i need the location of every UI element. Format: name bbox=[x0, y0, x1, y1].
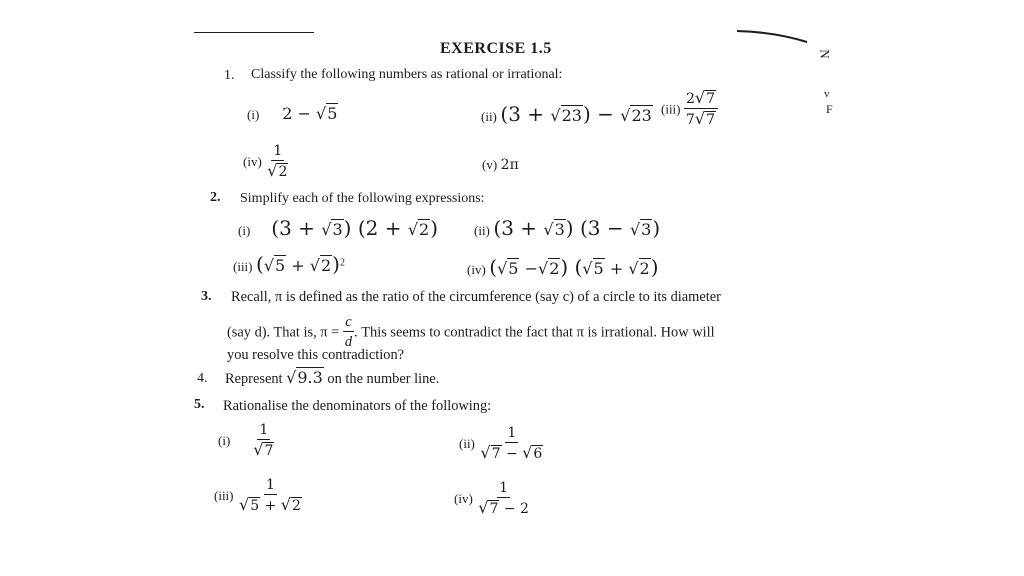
q1-ii-close: ) − bbox=[582, 102, 621, 126]
q5-ii-den-radical-1: √7 bbox=[480, 443, 501, 462]
q2-iii-part-2: + bbox=[286, 256, 310, 275]
q2-iii-exponent: 2 bbox=[339, 257, 345, 269]
q2-iv-part-2: − bbox=[519, 259, 538, 278]
margin-mark-v: v bbox=[824, 88, 830, 100]
q3-line-2a: (say d). That is, π = bbox=[227, 324, 343, 341]
q2-i-part-1: (3 + bbox=[271, 216, 322, 240]
q5-i-den-radical: √7 bbox=[253, 440, 274, 459]
q5-ii-den-op: − bbox=[501, 446, 523, 462]
q2-ii-radical-1: √3 bbox=[543, 220, 565, 239]
q1-number: 1. bbox=[224, 68, 235, 83]
q2-ii-label: (ii) bbox=[474, 223, 490, 238]
q4-number: 4. bbox=[197, 371, 208, 386]
q1-iv-num: 1 bbox=[273, 143, 283, 159]
q5-number: 5. bbox=[194, 397, 205, 412]
q5-ii-den-radical-2: √6 bbox=[522, 443, 543, 462]
q5-iii-label: (iii) bbox=[214, 488, 234, 503]
q2-ii-part-2: ) (3 − bbox=[565, 216, 630, 240]
q1-v bbox=[482, 157, 519, 174]
q5-iii-den-radical-1: √5 bbox=[239, 495, 260, 514]
q1-v-expr: 2π bbox=[500, 157, 519, 173]
q3-fraction bbox=[343, 314, 354, 351]
q1-iii-den-radical: √7 bbox=[694, 109, 716, 128]
q2-iii-part-1: ( bbox=[256, 252, 264, 276]
q1-iv bbox=[243, 143, 290, 181]
q5-iv-fraction bbox=[476, 480, 531, 518]
q5-iv bbox=[454, 480, 531, 518]
q5-ii-num: 1 bbox=[507, 425, 517, 441]
q5-ii-label: (ii) bbox=[459, 436, 475, 451]
q5-i-num: 1 bbox=[259, 422, 269, 438]
q1-ii-label: (ii) bbox=[481, 109, 497, 124]
q3-number: 3. bbox=[201, 289, 212, 304]
q2-iv-part-4: + bbox=[604, 259, 629, 278]
q2-iv-radical-3: √5 bbox=[582, 259, 604, 278]
q5-text: Rationalise the denominators of the following: bbox=[223, 398, 492, 414]
margin-mark-f: F bbox=[826, 102, 833, 116]
q1-iv-label: (iv) bbox=[243, 154, 262, 169]
q1-iii-den-coef: 7 bbox=[686, 112, 695, 128]
q2-iv-part-1: ( bbox=[489, 255, 498, 279]
q2-i-part-3: ) bbox=[430, 216, 439, 240]
q5-iii-fraction bbox=[237, 477, 304, 515]
q1-iii-num-radical: √7 bbox=[694, 88, 716, 107]
q4-post: on the number line. bbox=[323, 371, 440, 387]
q1-ii bbox=[481, 104, 653, 126]
q5-ii-fraction bbox=[478, 425, 545, 463]
q1-v-label: (v) bbox=[482, 157, 498, 172]
q1-iii bbox=[661, 90, 718, 129]
exercise-title: EXERCISE 1.5 bbox=[440, 40, 552, 57]
margin-mark-top: N bbox=[817, 49, 833, 59]
q2-iv-radical-4: √2 bbox=[628, 259, 650, 278]
q2-ii-part-3: ) bbox=[652, 216, 661, 240]
q2-ii-radical-2: √3 bbox=[629, 220, 652, 239]
q2-iii-radical-2: √2 bbox=[309, 256, 332, 275]
q5-iii-den-op: + bbox=[260, 498, 281, 514]
q1-ii-open: (3 + bbox=[500, 102, 551, 126]
q4-radical: √9.3 bbox=[286, 368, 323, 387]
top-rule bbox=[194, 32, 314, 33]
q2-i-radical-2: √2 bbox=[407, 220, 430, 239]
q1-ii-radical-2: √23 bbox=[620, 106, 652, 125]
q1-i-lead: 2 − bbox=[282, 104, 317, 123]
q3-frac-num: c bbox=[345, 314, 352, 330]
q3-line-2b: . This seems to contradict the fact that π is irrational. How will bbox=[354, 324, 715, 341]
q4-pre: Represent bbox=[225, 371, 287, 387]
q1-iii-fraction bbox=[684, 90, 718, 129]
q2-iv-label: (iv) bbox=[467, 262, 486, 277]
q1-iii-label: (iii) bbox=[661, 101, 681, 117]
q2-iv-part-5: ) bbox=[650, 255, 659, 279]
q1-i bbox=[247, 106, 338, 124]
q5-iv-num: 1 bbox=[499, 480, 509, 496]
q5-ii bbox=[459, 425, 545, 463]
q5-iv-label: (iv) bbox=[454, 491, 473, 506]
q4-line bbox=[225, 370, 439, 387]
q2-iii bbox=[233, 254, 345, 276]
q2-iv bbox=[467, 257, 659, 279]
q2-iii-radical-1: √5 bbox=[263, 256, 286, 275]
q3-line-1: Recall, π is defined as the ratio of the circumference (say c) of a circle to its diameter bbox=[231, 289, 721, 305]
q2-number: 2. bbox=[210, 190, 221, 205]
q2-i-radical-1: √3 bbox=[321, 220, 343, 239]
q5-iv-den-radical: √7 bbox=[478, 498, 499, 517]
q5-i-fraction bbox=[251, 422, 276, 460]
q2-iv-part-3: ) ( bbox=[560, 255, 583, 279]
q1-i-radical: √5 bbox=[316, 104, 338, 123]
q5-i bbox=[218, 422, 276, 460]
q2-text: Simplify each of the following expressions: bbox=[240, 191, 485, 206]
q5-i-label: (i) bbox=[218, 433, 231, 448]
q1-iv-den-radical: √2 bbox=[267, 161, 288, 180]
q3-line-2 bbox=[227, 314, 715, 351]
q5-iii-den-radical-2: √2 bbox=[280, 495, 301, 514]
page-curve-mark bbox=[735, 26, 810, 46]
q2-i-part-2: ) (2 + bbox=[343, 216, 408, 240]
q2-iv-radical-1: √5 bbox=[497, 259, 519, 278]
q3-frac-den: d bbox=[344, 334, 353, 350]
q2-i bbox=[238, 218, 438, 240]
q2-ii-part-1: (3 + bbox=[493, 216, 544, 240]
q3-line-3: you resolve this contradiction? bbox=[227, 347, 405, 363]
q5-iii bbox=[214, 477, 304, 515]
q2-ii bbox=[474, 218, 660, 240]
q5-iii-num: 1 bbox=[265, 477, 275, 493]
q1-i-label: (i) bbox=[247, 107, 260, 122]
q2-iii-label: (iii) bbox=[233, 259, 253, 274]
q1-text: Classify the following numbers as rational or irrational: bbox=[251, 67, 563, 82]
q2-i-label: (i) bbox=[238, 223, 251, 238]
q1-ii-radical-1: √23 bbox=[550, 106, 582, 125]
q2-iii-part-3: ) bbox=[332, 252, 340, 276]
q5-iv-den-op: − 2 bbox=[499, 501, 529, 517]
q1-iv-fraction bbox=[265, 143, 290, 181]
q1-iii-num-coef: 2 bbox=[686, 91, 695, 107]
q2-iv-radical-2: √2 bbox=[537, 259, 560, 278]
